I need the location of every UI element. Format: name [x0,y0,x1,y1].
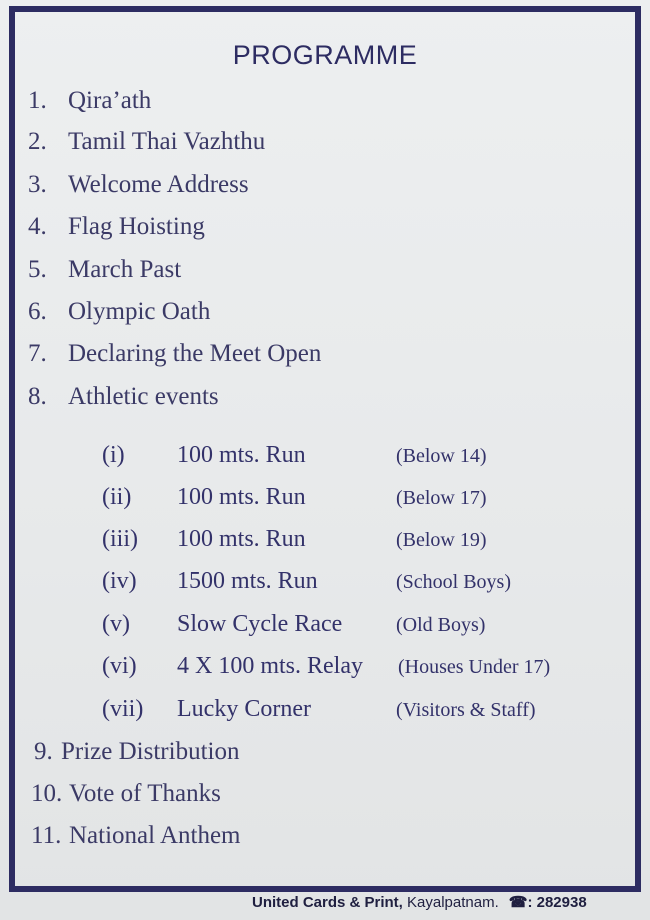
event-roman-number: (vii) [102,696,144,722]
event-name: Slow Cycle Race [177,611,343,637]
programme-title: PROGRAMME [232,40,418,70]
event-category: (Houses Under 17) [398,656,551,678]
item-text: Flag Hoisting [68,213,205,240]
item-number: 9. [34,738,53,765]
telephone-icon: ☎ [508,894,528,911]
event-category: (Old Boys) [396,614,486,636]
event-category: (School Boys) [396,571,511,593]
event-name: Lucky Corner [177,696,311,722]
item-number: 7. [28,340,47,367]
programme-item [28,213,205,241]
programme-item [28,340,321,368]
programme-item [28,256,181,284]
programme-item [28,298,210,326]
programme-item [28,383,219,411]
event-category: (Below 14) [396,445,487,467]
event-name: 1500 mts. Run [177,568,318,594]
event-category: (Below 17) [396,487,487,509]
item-number: 4. [28,213,47,240]
item-text: March Past [68,256,182,283]
item-number: 10. [31,780,63,807]
programme-item [28,128,265,156]
item-number: 5. [28,256,47,283]
event-roman-number: (i) [102,442,125,468]
item-text: Declaring the Meet Open [68,340,322,367]
item-number: 6. [28,298,47,325]
printer-phone: : 282938 [527,894,587,911]
programme-item [31,822,241,850]
item-number: 11. [31,822,62,849]
programme-item [28,87,151,115]
item-text: Welcome Address [68,171,249,198]
printer-imprint [252,893,587,911]
item-text: Prize Distribution [61,738,240,765]
item-number: 3. [28,171,47,198]
item-text: Tamil Thai Vazhthu [68,128,266,155]
event-roman-number: (vi) [102,653,137,679]
event-roman-number: (iv) [102,568,137,594]
printer-town: Kayalpatnam. [407,894,499,911]
item-number: 2. [28,128,47,155]
event-name: 4 X 100 mts. Relay [177,653,363,679]
event-name: 100 mts. Run [177,442,306,468]
event-name: 100 mts. Run [177,484,306,510]
event-category: (Visitors & Staff) [396,699,536,721]
item-text: Qira’ath [68,87,152,114]
item-text: Olympic Oath [68,298,211,325]
printer-name: United Cards & Print, [252,894,403,911]
programme-item [28,171,249,199]
event-name: 100 mts. Run [177,526,306,552]
programme-item [31,780,221,808]
event-roman-number: (iii) [102,526,138,552]
item-text: National Anthem [69,822,241,849]
event-category: (Below 19) [396,529,487,551]
item-number: 8. [28,383,47,410]
item-text: Vote of Thanks [69,780,221,807]
event-roman-number: (ii) [102,484,132,510]
item-text: Athletic events [68,383,219,410]
programme-item [34,738,239,766]
item-number: 1. [28,87,47,114]
event-roman-number: (v) [102,611,130,637]
